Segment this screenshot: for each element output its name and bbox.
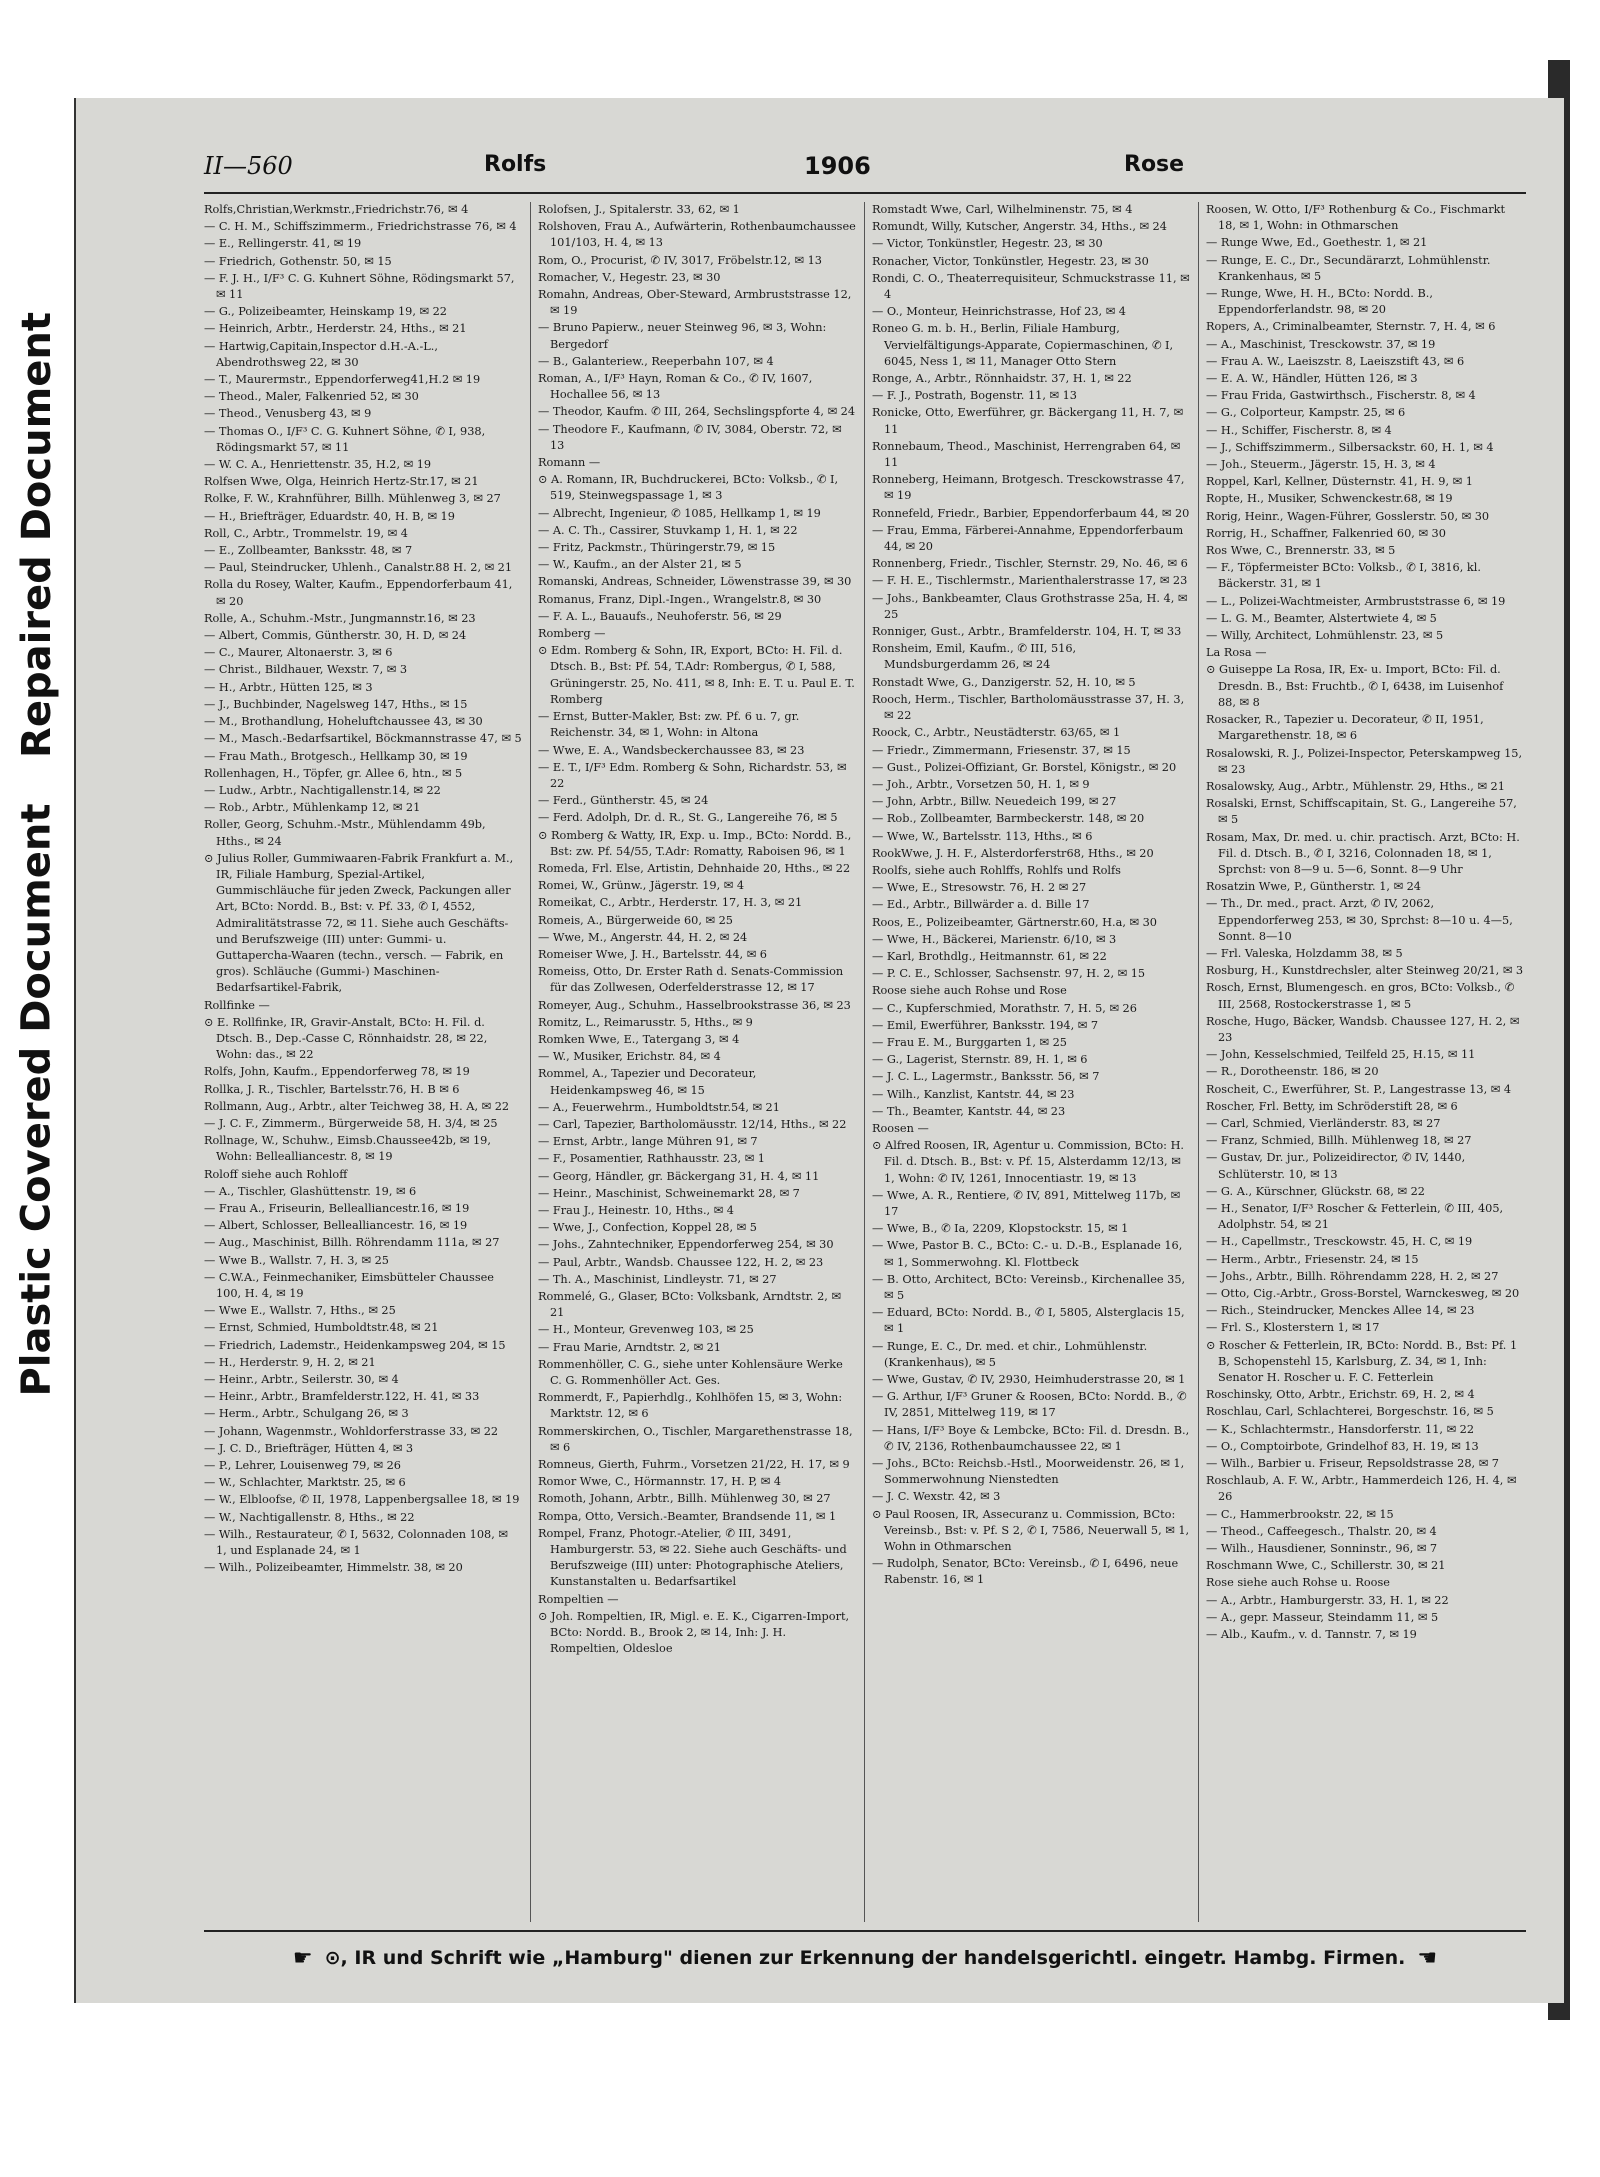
directory-entry: — J. C. L., Lagermstr., Banksstr. 56, ✉ 7 bbox=[872, 1070, 1100, 1084]
column-3 bbox=[872, 202, 1190, 1922]
page-header bbox=[204, 140, 1526, 200]
directory-entry: Ropers, A., Criminalbeamter, Sternstr. 7, H. 4, ✉ 6 bbox=[1206, 320, 1496, 334]
directory-entry: — Bruno Papierw., neuer Steinweg 96, ✉ 3, Wohn: Bergedorf bbox=[538, 321, 827, 351]
directory-entry: — Wwe E., Wallstr. 7, Hths., ✉ 25 bbox=[204, 1304, 396, 1318]
directory-entry: — Johs., Zahntechniker, Eppendorferweg 254, ✉ 30 bbox=[538, 1238, 834, 1252]
directory-entry: Rosche, Hugo, Bäcker, Wandsb. Chaussee 127, H. 2, ✉ 23 bbox=[1206, 1014, 1520, 1044]
directory-entry: — Otto, Cig.-Arbtr., Gross-Borstel, Warnckesweg, ✉ 20 bbox=[1206, 1287, 1520, 1300]
directory-entry: — Wilh., Barbier u. Friseur, Repsoldstrasse 28, ✉ 7 bbox=[1206, 1457, 1499, 1471]
directory-entry: — Carl, Tapezier, Bartholomäusstr. 12/14, Hths., ✉ 22 bbox=[538, 1117, 847, 1131]
directory-entry: — F. A. L., Bauaufs., Neuhoferstr. 56, ✉ 29 bbox=[538, 609, 782, 623]
directory-entry: — G., Colporteur, Kampstr. 25, ✉ 6 bbox=[1206, 406, 1406, 420]
directory-entry: Rondi, C. O., Theaterrequisiteur, Schmuckstrasse 11, ✉ 4 bbox=[872, 271, 1190, 302]
directory-entry: — Heinr., Arbtr., Seilerstr. 30, ✉ 4 bbox=[204, 1373, 399, 1387]
directory-entry: — Frau J., Heinestr. 10, Hths., ✉ 4 bbox=[538, 1203, 734, 1217]
directory-entry: — Victor, Tonkünstler, Hegestr. 23, ✉ 30 bbox=[872, 237, 1103, 251]
directory-entry: Rommenhöller, C. G., siehe unter Kohlensäure Werke C. G. Rommenhöller Act. Ges. bbox=[538, 1357, 843, 1388]
directory-entry: — A., Maschinist, Tresckowstr. 37, ✉ 19 bbox=[1206, 337, 1436, 351]
directory-entry: Rollnage, W., Schuhw., Eimsb.Chaussee42b, ✉ 19, Wohn: Bellealliancestr. 8, ✉ 19 bbox=[204, 1134, 491, 1164]
directory-entry: — Wwe, H., Bäckerei, Marienstr. 6/10, ✉ 3 bbox=[872, 932, 1117, 946]
directory-entry: Roscheit, C., Ewerführer, St. P., Langestrasse 13, ✉ 4 bbox=[1206, 1082, 1512, 1096]
directory-entry: — C., Kupferschmied, Morathstr. 7, H. 5, ✉ 26 bbox=[872, 1001, 1137, 1015]
directory-entry: Rommel, A., Tapezier und Decorateur, Heidenkampsweg 46, ✉ 15 bbox=[538, 1067, 757, 1097]
directory-entry: — M., Brothandlung, Hoheluftchaussee 43, ✉ 30 bbox=[204, 715, 483, 729]
directory-entry: — Joh., Arbtr., Vorsetzen 50, H. 1, ✉ 9 bbox=[872, 777, 1090, 791]
directory-entry: — L., Polizei-Wachtmeister, Armbruststrasse 6, ✉ 19 bbox=[1206, 594, 1506, 608]
directory-entry: ⊙ Edm. Romberg & Sohn, IR, Export, BCto: H. Fil. d. Dtsch. B., Bst: Pf. 54, T.Adr: Rombergus, ✆ I, 588, Grüningerstr. 25, No. 411, ✉ 8, Inh: E. T. u. Paul E. T. Romberg bbox=[538, 644, 855, 706]
directory-entry: Rolofsen, J., Spitalerstr. 33, 62, ✉ 1 bbox=[538, 203, 740, 216]
directory-entry: — L. G. M., Beamter, Alstertwiete 4, ✉ 5 bbox=[1206, 611, 1437, 625]
directory-entry: — Wwe, E. A., Wandsbeckerchaussee 83, ✉ 23 bbox=[538, 743, 805, 757]
header-right-word: Rose bbox=[1124, 152, 1185, 177]
directory-entry: — R., Dorotheenstr. 186, ✉ 20 bbox=[1206, 1065, 1379, 1079]
directory-entry: Ronneberg, Heimann, Brotgesch. Tresckowstrasse 47, ✉ 19 bbox=[872, 473, 1185, 503]
directory-entry: — C., Maurer, Altonaerstr. 3, ✉ 6 bbox=[204, 646, 393, 660]
directory-entry: — H., Briefträger, Eduardstr. 40, H. B, ✉ 19 bbox=[204, 509, 455, 523]
directory-entry: Rosalowski, R. J., Polizei-Inspector, Peterskampweg 15, ✉ 23 bbox=[1206, 746, 1523, 776]
directory-entry: — Wilh., Polizeibeamter, Himmelstr. 38, ✉ 20 bbox=[204, 1561, 463, 1575]
directory-entry: Romahn, Andreas, Ober-Steward, Armbruststrasse 12, ✉ 19 bbox=[538, 288, 852, 318]
directory-entry: Romeyer, Aug., Schuhm., Hasselbrookstrasse 36, ✉ 23 bbox=[538, 998, 851, 1012]
directory-entry: — Hartwig,Capitain,Inspector d.H.-A.-L., Abendrothsweg 22, ✉ 30 bbox=[204, 339, 438, 369]
directory-entry: Ronge, A., Arbtr., Rönnhaidstr. 37, H. 1, ✉ 22 bbox=[872, 372, 1132, 386]
directory-entry: — G., Lagerist, Sternstr. 89, H. 1, ✉ 6 bbox=[872, 1053, 1088, 1067]
directory-entry: Rosacker, R., Tapezier u. Decorateur, ✆ II, 1951, Margarethenstr. 18, ✉ 6 bbox=[1206, 713, 1484, 743]
directory-entry: — C., Hammerbrookstr. 22, ✉ 15 bbox=[1206, 1507, 1394, 1521]
directory-entry: Rolke, F. W., Krahnführer, Billh. Mühlenweg 3, ✉ 27 bbox=[204, 492, 501, 506]
directory-entry: Ronstadt Wwe, G., Danzigerstr. 52, H. 10, ✉ 5 bbox=[872, 675, 1136, 689]
directory-entry: — B. Otto, Architect, BCto: Vereinsb., Kirchenallee 35, ✉ 5 bbox=[872, 1272, 1186, 1302]
directory-entry: Roman, A., I/F³ Hayn, Roman & Co., ✆ IV, 1607, Hochallee 56, ✉ 13 bbox=[538, 372, 813, 402]
directory-entry: Ronsheim, Emil, Kaufm., ✆ III, 516, Mundsburgerdamm 26, ✉ 24 bbox=[872, 642, 1077, 672]
directory-entry: Rorrig, H., Schaffner, Falkenried 60, ✉ 30 bbox=[1206, 526, 1446, 540]
column-1 bbox=[204, 202, 522, 1922]
directory-entry: — Joh., Steuerm., Jägerstr. 15, H. 3, ✉ 4 bbox=[1206, 458, 1436, 472]
directory-entry: — G., Polizeibeamter, Heinskamp 19, ✉ 22 bbox=[204, 305, 447, 319]
directory-entry: — Albrecht, Ingenieur, ✆ 1085, Hellkamp 1, ✉ 19 bbox=[538, 506, 821, 520]
page-content bbox=[204, 140, 1526, 1990]
repaired-document-label: Repaired Document bbox=[14, 312, 60, 758]
directory-entry: Rosch, Ernst, Blumengesch. en gros, BCto: Volksb., ✆ III, 2568, Rostockerstrasse 1, ✉ 5 bbox=[1206, 981, 1515, 1011]
column-divider bbox=[530, 202, 531, 1922]
directory-entry: — John, Kesselschmied, Teilfeld 25, H.15, ✉ 11 bbox=[1206, 1048, 1476, 1062]
directory-entry: Rolla du Rosey, Walter, Kaufm., Eppendorferbaum 41, ✉ 20 bbox=[204, 578, 513, 608]
directory-entry: Rolfsen Wwe, Olga, Heinrich Hertz-Str.17, ✉ 21 bbox=[204, 475, 479, 489]
directory-entry: — W., Nachtigallenstr. 8, Hths., ✉ 22 bbox=[204, 1510, 415, 1524]
directory-entry: Romeda, Frl. Else, Artistin, Dehnhaide 20, Hths., ✉ 22 bbox=[538, 861, 851, 875]
directory-entry: — K., Schlachtermstr., Hansdorferstr. 11, ✉ 22 bbox=[1206, 1422, 1475, 1436]
column-4 bbox=[1206, 202, 1524, 1922]
directory-entry: — A., Feuerwehrm., Humboldtstr.54, ✉ 21 bbox=[538, 1100, 780, 1114]
directory-entry: — Frau A. W., Laeiszstr. 8, Laeiszstift 43, ✉ 6 bbox=[1206, 354, 1465, 368]
directory-entry: ⊙ Joh. Rompeltien, IR, Migl. e. E. K., Cigarren-Import, BCto: Nordd. B., Brook 2, ✉ 14, Inh: J. H. Rompeltien, Oldesloe bbox=[538, 1609, 850, 1656]
directory-entry: Roppel, Karl, Kellner, Düsternstr. 41, H. 9, ✉ 1 bbox=[1206, 475, 1473, 489]
directory-entry: — B., Galanteriew., Reeperbahn 107, ✉ 4 bbox=[538, 354, 774, 368]
directory-entry: Rosalowsky, Aug., Arbtr., Mühlenstr. 29, Hths., ✉ 21 bbox=[1206, 779, 1505, 793]
archive-side-strip bbox=[0, 130, 74, 1397]
directory-entry: Rollfinke — bbox=[204, 998, 270, 1012]
directory-entry: Rompa, Otto, Versich.-Beamter, Brandsende 11, ✉ 1 bbox=[538, 1509, 837, 1523]
directory-entry: Rolshoven, Frau A., Aufwärterin, Rothenbaumchaussee 101/103, H. 4, ✉ 13 bbox=[538, 220, 856, 250]
directory-entry: — Wilh., Kanzlist, Kantstr. 44, ✉ 23 bbox=[872, 1087, 1075, 1101]
directory-entry: — Theod., Venusberg 43, ✉ 9 bbox=[204, 407, 372, 421]
directory-entry: — Frau Frida, Gastwirthsch., Fischerstr. 8, ✉ 4 bbox=[1206, 389, 1476, 403]
directory-entry: — Ludw., Arbtr., Nachtigallenstr.14, ✉ 22 bbox=[204, 783, 441, 797]
directory-entry: — Th. A., Maschinist, Lindleystr. 71, ✉ 27 bbox=[538, 1272, 777, 1286]
directory-entry: — A., Tischler, Glashüttenstr. 19, ✉ 6 bbox=[204, 1184, 417, 1198]
directory-entry: Ronacher, Victor, Tonkünstler, Hegestr. 23, ✉ 30 bbox=[872, 254, 1149, 268]
directory-entry: — O., Monteur, Heinrichstrasse, Hof 23, ✉ 4 bbox=[872, 305, 1126, 319]
directory-entry: Romneus, Gierth, Fuhrm., Vorsetzen 21/22, H. 17, ✉ 9 bbox=[538, 1458, 850, 1472]
directory-entry: — F. J., Postrath, Bogenstr. 11, ✉ 13 bbox=[872, 389, 1077, 403]
directory-entry: — Theodore F., Kaufmann, ✆ IV, 3084, Oberstr. 72, ✉ 13 bbox=[538, 422, 842, 452]
footer-text: ⊙, IR und Schrift wie „Hamburg" dienen zur Erkennung der handelsgerichtl. eingetr. Hambg. Firmen. bbox=[324, 1947, 1406, 1969]
directory-entry: — F. J. H., I/F³ C. G. Kuhnert Söhne, Rödingsmarkt 57, ✉ 11 bbox=[204, 271, 515, 302]
directory-entry: — W. C. A., Henriettenstr. 35, H.2, ✉ 19 bbox=[204, 458, 432, 472]
directory-entry: — E., Zollbeamter, Banksstr. 48, ✉ 7 bbox=[204, 544, 413, 558]
directory-entry: — Frau Marie, Arndtstr. 2, ✉ 21 bbox=[538, 1340, 721, 1354]
directory-entry: — H., Arbtr., Hütten 125, ✉ 3 bbox=[204, 680, 373, 694]
directory-entry: — Alb., Kaufm., v. d. Tannstr. 7, ✉ 19 bbox=[1206, 1628, 1417, 1642]
directory-entry: — Hans, I/F³ Boye & Lembcke, BCto: Fil. d. Dresdn. B., ✆ IV, 2136, Rothenbaumchaussee 22, ✉ 1 bbox=[872, 1423, 1190, 1453]
directory-entry: Romann — bbox=[538, 456, 601, 470]
directory-entry: Rorig, Heinr., Wagen-Führer, Gosslerstr. 50, ✉ 30 bbox=[1206, 509, 1490, 523]
directory-entry: — Ferd. Adolph, Dr. d. R., St. G., Langereihe 76, ✉ 5 bbox=[538, 811, 838, 825]
directory-entry: Romstadt Wwe, Carl, Wilhelminenstr. 75, ✉ 4 bbox=[872, 203, 1133, 216]
header-year: 1906 bbox=[804, 152, 871, 180]
directory-entry: ⊙ Julius Roller, Gummiwaaren-Fabrik Frankfurt a. M., IR, Filiale Hamburg, Spezial-Artikel, Gummischläuche für jeden Zweck, Packungen aller Art, BCto: Nordd. B., Bst: v. Pf. 33, ✆ I, 4552, Admiralitätstrasse 72, ✉ 11. Siehe auch Geschäfts- und Berufszweige (III) unter: Gummi- u. Guttapercha-Waaren (techn., versch. — Fabrik, en gros). Schläuche (Gummi-) Maschinen-Bedarfsartikel-Fabrik, bbox=[204, 851, 514, 995]
directory-entry: — Ernst, Butter-Makler, Bst: zw. Pf. 6 u. 7, gr. Reichenstr. 34, ✉ 1, Wohn: in Altona bbox=[538, 710, 800, 740]
column-2 bbox=[538, 202, 856, 1922]
directory-entry: — Friedrich, Lademstr., Heidenkampsweg 204, ✉ 15 bbox=[204, 1338, 506, 1352]
directory-entry: Roosen — bbox=[872, 1121, 929, 1135]
directory-entry: — Aug., Maschinist, Billh. Röhrendamm 111a, ✉ 27 bbox=[204, 1236, 500, 1250]
directory-page bbox=[74, 98, 1564, 2003]
directory-entry: Roock, C., Arbtr., Neustädterstr. 63/65, ✉ 1 bbox=[872, 726, 1121, 740]
directory-entry: — A., Arbtr., Hamburgerstr. 33, H. 1, ✉ 22 bbox=[1206, 1593, 1449, 1607]
directory-entry: — Albert, Schlosser, Bellealliancestr. 16, ✉ 19 bbox=[204, 1219, 468, 1233]
directory-entry: Rommerdt, F., Papierhdlg., Kohlhöfen 15, ✉ 3, Wohn: Marktstr. 12, ✉ 6 bbox=[538, 1391, 843, 1421]
directory-entry: — Christ., Bildhauer, Wexstr. 7, ✉ 3 bbox=[204, 663, 408, 677]
plastic-covered-label: Plastic Covered Document bbox=[14, 803, 60, 1397]
directory-entry: — Gustav, Dr. jur., Polizeidirector, ✆ IV, 1440, Schlüterstr. 10, ✉ 13 bbox=[1206, 1151, 1466, 1181]
directory-entry: — Johs., Bankbeamter, Claus Grothstrasse 25a, H. 4, ✉ 25 bbox=[872, 591, 1188, 621]
directory-entry: Romundt, Willy, Kutscher, Angerstr. 34, Hths., ✉ 24 bbox=[872, 220, 1167, 234]
directory-entry: — Ernst, Schmied, Humboldtstr.48, ✉ 21 bbox=[204, 1321, 439, 1335]
directory-entry: Roneo G. m. b. H., Berlin, Filiale Hamburg, Vervielfältigungs-Apparate, Copiermaschinen, ✆ I, 6045, Ness 1, ✉ 11, Manager Otto Stern bbox=[872, 322, 1174, 368]
directory-entry: — Rich., Steindrucker, Menckes Allee 14, ✉ 23 bbox=[1206, 1304, 1475, 1318]
directory-entry: — E., Rellingerstr. 41, ✉ 19 bbox=[204, 237, 362, 251]
directory-entry: ⊙ Alfred Roosen, IR, Agentur u. Commission, BCto: H. Fil. d. Dtsch. B., Bst: v. Pf. 15, Alsterdamm 12/13, ✉ 1, Wohn: ✆ IV, 1261, Innocentiastr. 19, ✉ 13 bbox=[872, 1139, 1185, 1185]
directory-entry: — Wwe, Pastor B. C., BCto: C.- u. D.-B., Esplanade 16, ✉ 1, Sommerwohng. Kl. Flottbeck bbox=[872, 1239, 1183, 1269]
directory-entry: Roschlau, Carl, Schlachterei, Borgeschstr. 16, ✉ 5 bbox=[1206, 1405, 1494, 1419]
directory-entry: — Wilh., Restaurateur, ✆ I, 5632, Colonnaden 108, ✉ 1, und Esplanade 24, ✉ 1 bbox=[204, 1527, 508, 1558]
directory-entry: Romoth, Johann, Arbtr., Billh. Mühlenweg 30, ✉ 27 bbox=[538, 1492, 831, 1506]
directory-entry: Romberg — bbox=[538, 627, 606, 641]
directory-entry: Roose siehe auch Rohse und Rose bbox=[872, 984, 1067, 998]
directory-entry: Rom, O., Procurist, ✆ IV, 3017, Fröbelstr.12, ✉ 13 bbox=[538, 253, 822, 267]
directory-entry: — Ernst, Arbtr., lange Mühren 91, ✉ 7 bbox=[538, 1135, 758, 1149]
directory-entry: — Wwe, A. R., Rentiere, ✆ IV, 891, Mittelweg 117b, ✉ 17 bbox=[872, 1188, 1181, 1218]
directory-entry: — Th., Beamter, Kantstr. 44, ✉ 23 bbox=[872, 1104, 1066, 1118]
directory-entry: — F., Posamentier, Rathhausstr. 23, ✉ 1 bbox=[538, 1152, 765, 1166]
directory-entry: — Willy, Architect, Lohmühlenstr. 23, ✉ 5 bbox=[1206, 629, 1444, 643]
column-divider bbox=[1198, 202, 1199, 1922]
directory-entry: — E. A. W., Händler, Hütten 126, ✉ 3 bbox=[1206, 372, 1418, 386]
directory-entry: Rolle, A., Schuhm.-Mstr., Jungmannstr.16, ✉ 23 bbox=[204, 611, 476, 625]
directory-entry: — J. C. Wexstr. 42, ✉ 3 bbox=[872, 1490, 1001, 1504]
directory-entry: — Frau Math., Brotgesch., Hellkamp 30, ✉ 19 bbox=[204, 749, 468, 763]
directory-entry: Roschmann Wwe, C., Schillerstr. 30, ✉ 21 bbox=[1206, 1559, 1446, 1573]
directory-entry: Rommerskirchen, O., Tischler, Margarethenstrasse 18, ✉ 6 bbox=[538, 1424, 853, 1454]
directory-entry: — Wwe, J., Confection, Koppel 28, ✉ 5 bbox=[538, 1221, 757, 1235]
directory-entry: ⊙ Romberg & Watty, IR, Exp. u. Imp., BCto: Nordd. B., Bst: zw. Pf. 54/55, T.Adr: Romatty, Raboisen 96, ✉ 1 bbox=[538, 828, 852, 858]
directory-entry: — Eduard, BCto: Nordd. B., ✆ I, 5805, Alsterglacis 15, ✉ 1 bbox=[872, 1306, 1185, 1336]
directory-entry: Roller, Georg, Schuhm.-Mstr., Mühlendamm 49b, Hths., ✉ 24 bbox=[204, 818, 486, 848]
directory-entry: Rooch, Herm., Tischler, Bartholomäusstrasse 37, H. 3, ✉ 22 bbox=[872, 692, 1185, 723]
directory-entry: — Runge, E. C., Dr. med. et chir., Lohmühlenstr. (Krankenhaus), ✉ 5 bbox=[872, 1339, 1148, 1369]
directory-entry: Rosburg, H., Kunstdrechsler, alter Steinweg 20/21, ✉ 3 bbox=[1206, 964, 1524, 978]
directory-entry: — M., Masch.-Bedarfsartikel, Böckmannstrasse 47, ✉ 5 bbox=[204, 732, 522, 746]
directory-entry: — Rob., Zollbeamter, Barmbeckerstr. 148, ✉ 20 bbox=[872, 812, 1145, 826]
directory-entry: — A., gepr. Masseur, Steindamm 11, ✉ 5 bbox=[1206, 1610, 1439, 1624]
directory-entry: — A. C. Th., Cassirer, Stuvkamp 1, H. 1, ✉ 22 bbox=[538, 523, 798, 537]
directory-entry: Ronniger, Gust., Arbtr., Bramfelderstr. 104, H. T, ✉ 33 bbox=[872, 625, 1182, 639]
directory-entry: — Frau, Emma, Färberei-Annahme, Eppendorferbaum 44, ✉ 20 bbox=[872, 523, 1184, 554]
directory-entry: — H., Schiffer, Fischerstr. 8, ✉ 4 bbox=[1206, 423, 1392, 437]
directory-entry: — Georg, Händler, gr. Bäckergang 31, H. 4, ✉ 11 bbox=[538, 1169, 820, 1183]
directory-entry: — Herm., Arbtr., Friesenstr. 24, ✉ 15 bbox=[1206, 1252, 1419, 1266]
directory-entry: — H., Monteur, Grevenweg 103, ✉ 25 bbox=[538, 1323, 754, 1337]
directory-entry: Ronnebaum, Theod., Maschinist, Herrengraben 64, ✉ 11 bbox=[872, 439, 1181, 470]
directory-entry: — Frl. S., Klosterstern 1, ✉ 17 bbox=[1206, 1321, 1380, 1335]
directory-entry: Rose siehe auch Rohse u. Roose bbox=[1206, 1576, 1390, 1590]
directory-entry: — F. H. E., Tischlermstr., Marienthalerstrasse 17, ✉ 23 bbox=[872, 574, 1188, 588]
directory-entry: — Friedrich, Gothenstr. 50, ✉ 15 bbox=[204, 254, 392, 268]
directory-entry: — Heinrich, Arbtr., Herderstr. 24, Hths., ✉ 21 bbox=[204, 322, 467, 336]
directory-entry: — P., Lehrer, Louisenweg 79, ✉ 26 bbox=[204, 1459, 401, 1473]
directory-entry: — W., Musiker, Erichstr. 84, ✉ 4 bbox=[538, 1050, 721, 1064]
pointing-hand-icon: ☛ bbox=[292, 1945, 313, 1971]
directory-entry: — Ferd., Güntherstr. 45, ✉ 24 bbox=[538, 794, 709, 808]
directory-entry: Roschlaub, A. F. W., Arbtr., Hammerdeich 126, H. 4, ✉ 26 bbox=[1206, 1474, 1517, 1504]
directory-entry: Rollenhagen, H., Töpfer, gr. Allee 6, htn., ✉ 5 bbox=[204, 766, 463, 780]
directory-entry: Rollka, J. R., Tischler, Bartelsstr.76, H. B ✉ 6 bbox=[204, 1082, 460, 1096]
directory-entry: — Wilh., Hausdiener, Sonninstr., 96, ✉ 7 bbox=[1206, 1542, 1438, 1556]
directory-entry: Ronicke, Otto, Ewerführer, gr. Bäckergang 11, H. 7, ✉ 11 bbox=[872, 406, 1184, 436]
directory-entry: Rosatzin Wwe, P., Güntherstr. 1, ✉ 24 bbox=[1206, 880, 1421, 894]
directory-entry: — John, Arbtr., Billw. Neuedeich 199, ✉ 27 bbox=[872, 795, 1117, 809]
directory-entry: Roscher, Frl. Betty, im Schröderstift 28, ✉ 6 bbox=[1206, 1099, 1458, 1113]
header-left-word: Rolfs bbox=[484, 152, 547, 177]
directory-entry: — Johs., Arbtr., Billh. Röhrendamm 228, H. 2, ✉ 27 bbox=[1206, 1269, 1499, 1283]
directory-entry: Romeiser Wwe, J. H., Bartelsstr. 44, ✉ 6 bbox=[538, 947, 767, 961]
directory-entry: — Wwe, B., ✆ Ia, 2209, Klopstockstr. 15, ✉ 1 bbox=[872, 1222, 1129, 1236]
directory-entry: RookWwe, J. H. F., Alsterdorferstr68, Hths., ✉ 20 bbox=[872, 846, 1154, 860]
directory-entry: — J. C. F., Zimmerm., Bürgerweide 58, H. 3/4, ✉ 25 bbox=[204, 1116, 498, 1130]
directory-entry: — Wwe, M., Angerstr. 44, H. 2, ✉ 24 bbox=[538, 930, 748, 944]
directory-entry: — Heinr., Maschinist, Schweinemarkt 28, ✉ 7 bbox=[538, 1186, 800, 1200]
directory-entry: Roloff siehe auch Rohloff bbox=[204, 1167, 348, 1181]
directory-entry: Roolfs, siehe auch Rohlffs, Rohlfs und Rolfs bbox=[872, 863, 1121, 877]
directory-entry: — Wwe, W., Bartelsstr. 113, Hths., ✉ 6 bbox=[872, 829, 1093, 843]
directory-entry: — Rudolph, Senator, BCto: Vereinsb., ✆ I, 6496, neue Rabenstr. 16, ✉ 1 bbox=[872, 1557, 1179, 1587]
directory-entry: — Theodor, Kaufm. ✆ III, 264, Sechslingspforte 4, ✉ 24 bbox=[538, 405, 856, 419]
directory-entry: La Rosa — bbox=[1206, 646, 1267, 660]
directory-entry: Rompel, Franz, Photogr.-Atelier, ✆ III, 3491, Hamburgerstr. 53, ✉ 22. Siehe auch Geschäfts- und Berufszweige (III) unter: Photographische Ateliers, Kunstanstalten u. Bedarfsartikel bbox=[538, 1526, 847, 1589]
footer-rule bbox=[204, 1930, 1526, 1932]
directory-entry: Romken Wwe, E., Tatergang 3, ✉ 4 bbox=[538, 1032, 740, 1046]
directory-entry: — Frau E. M., Burggarten 1, ✉ 25 bbox=[872, 1035, 1067, 1049]
directory-entry: — C. H. M., Schiffszimmerm., Friedrichstrasse 76, ✉ 4 bbox=[204, 220, 517, 234]
directory-entry: — F., Töpfermeister BCto: Volksb., ✆ I, 3816, kl. Bäckerstr. 31, ✉ 1 bbox=[1206, 561, 1481, 591]
directory-entry: Romanski, Andreas, Schneider, Löwenstrasse 39, ✉ 30 bbox=[538, 575, 852, 589]
directory-entry: ⊙ Guiseppe La Rosa, IR, Ex- u. Import, BCto: Fil. d. Dresdn. B., Bst: Fruchtb., ✆ I, 6438, im Luisenhof 88, ✉ 8 bbox=[1206, 663, 1504, 709]
directory-entry: Romeikat, C., Arbtr., Herderstr. 17, H. 3, ✉ 21 bbox=[538, 896, 803, 910]
directory-entry: ⊙ Roscher & Fetterlein, IR, BCto: Nordd. B., Bst: Pf. 1 B, Schopenstehl 15, Karlsburg, Z. 34, ✉ 1, Inh: Senator H. Roscher u. F. C. Fetterlein bbox=[1206, 1338, 1518, 1385]
directory-entry: — O., Comptoirbote, Grindelhof 83, H. 19, ✉ 13 bbox=[1206, 1439, 1479, 1453]
directory-entry: — Emil, Ewerführer, Banksstr. 194, ✉ 7 bbox=[872, 1018, 1099, 1032]
directory-entry: — Runge, E. C., Dr., Secundärarzt, Lohmühlenstr. Krankenhaus, ✉ 5 bbox=[1206, 253, 1491, 283]
directory-entry: Roosen, W. Otto, I/F³ Rothenburg & Co., Fischmarkt 18, ✉ 1, Wohn: in Othmarschen bbox=[1206, 203, 1505, 233]
directory-entry: — Theod., Maler, Falkenried 52, ✉ 30 bbox=[204, 390, 419, 404]
directory-entry: — J. C. D., Briefträger, Hütten 4, ✉ 3 bbox=[204, 1441, 414, 1455]
directory-entry: Romitz, L., Reimarusstr. 5, Hths., ✉ 9 bbox=[538, 1015, 753, 1029]
directory-entry: — W., Schlachter, Marktstr. 25, ✉ 6 bbox=[204, 1476, 406, 1490]
directory-entry: Rompeltien — bbox=[538, 1592, 619, 1606]
directory-entry: Roll, C., Arbtr., Trommelstr. 19, ✉ 4 bbox=[204, 526, 408, 540]
directory-entry: — G. A., Kürschner, Glückstr. 68, ✉ 22 bbox=[1206, 1184, 1425, 1198]
directory-entry: — Johann, Wagenmstr., Wohldorferstrasse 33, ✉ 22 bbox=[204, 1424, 499, 1438]
directory-entry: — E. T., I/F³ Edm. Romberg & Sohn, Richardstr. 53, ✉ 22 bbox=[538, 760, 847, 790]
directory-entry: — H., Senator, I/F³ Roscher & Fetterlein, ✆ III, 405, Adolphstr. 54, ✉ 21 bbox=[1206, 1201, 1504, 1232]
directory-entry: — Wwe, Gustav, ✆ IV, 2930, Heimhuderstrasse 20, ✉ 1 bbox=[872, 1373, 1186, 1387]
directory-entry: — C.W.A., Feinmechaniker, Eimsbütteler Chaussee 100, H. 4, ✉ 19 bbox=[204, 1270, 494, 1300]
directory-entry: — Thomas O., I/F³ C. G. Kuhnert Söhne, ✆ I, 938, Rödingsmarkt 57, ✉ 11 bbox=[204, 424, 486, 454]
directory-entry: — Runge, Wwe, H. H., BCto: Nordd. B., Eppendorferlandstr. 98, ✉ 20 bbox=[1206, 287, 1433, 317]
directory-entry: — Herm., Arbtr., Schulgang 26, ✉ 3 bbox=[204, 1407, 409, 1421]
page-footer bbox=[204, 1938, 1526, 1978]
directory-entry: — Franz, Schmied, Billh. Mühlenweg 18, ✉ 27 bbox=[1206, 1134, 1472, 1148]
directory-entry: Romanus, Franz, Dipl.-Ingen., Wrangelstr.8, ✉ 30 bbox=[538, 592, 822, 606]
directory-entry: — Frl. Valeska, Holzdamm 38, ✉ 5 bbox=[1206, 946, 1403, 960]
directory-entry: ⊙ A. Romann, IR, Buchdruckerei, BCto: Volksb., ✆ I, 519, Steinwegspassage 1, ✉ 3 bbox=[538, 473, 839, 503]
directory-entry: Ropte, H., Musiker, Schwenckestr.68, ✉ 19 bbox=[1206, 492, 1453, 506]
directory-entry: Roschinsky, Otto, Arbtr., Erichstr. 69, H. 2, ✉ 4 bbox=[1206, 1388, 1475, 1402]
directory-entry: — H., Capellmstr., Tresckowstr. 45, H. C, ✉ 19 bbox=[1206, 1235, 1473, 1249]
pointing-hand-icon: ☚ bbox=[1417, 1945, 1438, 1971]
directory-entry: Rosalski, Ernst, Schiffscapitain, St. G., Langereihe 57, ✉ 5 bbox=[1206, 797, 1517, 827]
directory-entry: ⊙ Paul Roosen, IR, Assecuranz u. Commission, BCto: Vereinsb., Bst: v. Pf. S 2, ✆ I, 7586, Neuerwall 5, ✉ 1, Wohn in Othmarschen bbox=[872, 1507, 1190, 1554]
directory-entry: Rolfs,Christian,Werkmstr.,Friedrichstr.76, ✉ 4 bbox=[204, 203, 469, 216]
directory-entry: — Rob., Arbtr., Mühlenkamp 12, ✉ 21 bbox=[204, 801, 421, 815]
page-number: II—560 bbox=[204, 152, 293, 180]
directory-entry: Rolfs, John, Kaufm., Eppendorferweg 78, ✉ 19 bbox=[204, 1065, 470, 1079]
directory-entry: Ronnefeld, Friedr., Barbier, Eppendorferbaum 44, ✉ 20 bbox=[872, 506, 1190, 520]
directory-entry: — Paul, Arbtr., Wandsb. Chaussee 122, H. 2, ✉ 23 bbox=[538, 1255, 824, 1269]
directory-entry: — Wwe, E., Stresowstr. 76, H. 2 ✉ 27 bbox=[872, 881, 1087, 895]
directory-entry: Ros Wwe, C., Brennerstr. 33, ✉ 5 bbox=[1206, 544, 1396, 558]
directory-entry: — J., Buchbinder, Nagelsweg 147, Hths., ✉ 15 bbox=[204, 697, 468, 711]
directory-entry: Romacher, V., Hegestr. 23, ✉ 30 bbox=[538, 270, 721, 284]
directory-entry: — Johs., BCto: Reichsb.-Hstl., Moorweidenstr. 26, ✉ 1, Sommerwohnung Nienstedten bbox=[872, 1457, 1185, 1487]
directory-entry: — J., Schiffszimmerm., Silbersackstr. 60, H. 1, ✉ 4 bbox=[1206, 440, 1494, 454]
directory-entry: — W., Kaufm., an der Alster 21, ✉ 5 bbox=[538, 558, 742, 572]
directory-entry: — Carl, Schmied, Vierländerstr. 83, ✉ 27 bbox=[1206, 1116, 1441, 1130]
directory-entry: — P. C. E., Schlosser, Sachsenstr. 97, H. 2, ✉ 15 bbox=[872, 967, 1146, 981]
directory-entry: Roos, E., Polizeibeamter, Gärtnerstr.60, H.a, ✉ 30 bbox=[872, 915, 1157, 929]
directory-entry: — Wwe B., Wallstr. 7, H. 3, ✉ 25 bbox=[204, 1253, 389, 1267]
directory-entry: — Frau A., Friseurin, Bellealliancestr.16, ✉ 19 bbox=[204, 1201, 470, 1215]
directory-entry: Rommelé, G., Glaser, BCto: Volksbank, Arndtstr. 2, ✉ 21 bbox=[538, 1290, 841, 1320]
directory-entry: — Friedr., Zimmermann, Friesenstr. 37, ✉ 15 bbox=[872, 743, 1131, 757]
directory-entry: — Ed., Arbtr., Billwärder a. d. Bille 17 bbox=[872, 898, 1090, 912]
header-rule bbox=[204, 192, 1526, 194]
directory-entry: — Runge Wwe, Ed., Goethestr. 1, ✉ 21 bbox=[1206, 236, 1428, 250]
column-divider bbox=[864, 202, 865, 1922]
directory-entry: — W., Elbloofse, ✆ II, 1978, Lappenbergsallee 18, ✉ 19 bbox=[204, 1493, 520, 1507]
directory-entry: Rollmann, Aug., Arbtr., alter Teichweg 38, H. A, ✉ 22 bbox=[204, 1099, 510, 1113]
directory-entry: — Albert, Commis, Güntherstr. 30, H. D, ✉ 24 bbox=[204, 629, 467, 643]
directory-entry: — Heinr., Arbtr., Bramfelderstr.122, H. 41, ✉ 33 bbox=[204, 1390, 480, 1404]
directory-entry: Romei, W., Grünw., Jägerstr. 19, ✉ 4 bbox=[538, 879, 745, 893]
directory-entry: — Paul, Steindrucker, Uhlenh., Canalstr.88 H. 2, ✉ 21 bbox=[204, 561, 513, 575]
directory-entry: Ronnenberg, Friedr., Tischler, Sternstr. 29, No. 46, ✉ 6 bbox=[872, 557, 1188, 571]
directory-entry: Rosam, Max, Dr. med. u. chir. practisch. Arzt, BCto: H. Fil. d. Dtsch. B., ✆ I, 3216, Colonnaden 18, ✉ 1, Sprchst: von 8—9 u. 5—6, Sonnt. 8—9 Uhr bbox=[1206, 830, 1520, 876]
directory-entry: ⊙ E. Rollfinke, IR, Gravir-Anstalt, BCto: H. Fil. d. Dtsch. B., Dep.-Casse C, Rönnhaidstr. 28, ✉ 22, Wohn: das., ✉ 22 bbox=[204, 1015, 488, 1062]
directory-entry: — G. Arthur, I/F³ Gruner & Roosen, BCto: Nordd. B., ✆ IV, 2851, Mittelweg 119, ✉ 17 bbox=[872, 1390, 1187, 1420]
directory-entry: — Gust., Polizei-Offiziant, Gr. Borstel, Königstr., ✉ 20 bbox=[872, 760, 1177, 774]
directory-entry: — Th., Dr. med., pract. Arzt, ✆ IV, 2062, Eppendorferweg 253, ✉ 30, Sprchst: 8—10 u. 4—5, Sonnt. 8—10 bbox=[1206, 897, 1513, 943]
directory-entry: — T., Maurermstr., Eppendorferweg41,H.2 ✉ 19 bbox=[204, 373, 481, 387]
directory-entry: — Fritz, Packmstr., Thüringerstr.79, ✉ 15 bbox=[538, 541, 776, 555]
directory-entry: Romor Wwe, C., Hörmannstr. 17, H. P, ✉ 4 bbox=[538, 1475, 782, 1489]
directory-entry: — Karl, Brothdlg., Heitmannstr. 61, ✉ 22 bbox=[872, 949, 1107, 963]
directory-entry: Romeis, A., Bürgerweide 60, ✉ 25 bbox=[538, 913, 733, 927]
directory-entry: — Theod., Caffeegesch., Thalstr. 20, ✉ 4 bbox=[1206, 1524, 1437, 1538]
directory-entry: — H., Herderstr. 9, H. 2, ✉ 21 bbox=[204, 1355, 376, 1369]
directory-entry: Romeiss, Otto, Dr. Erster Rath d. Senats-Commission für das Zollwesen, Oderfelderstrasse 12, ✉ 17 bbox=[538, 965, 844, 995]
